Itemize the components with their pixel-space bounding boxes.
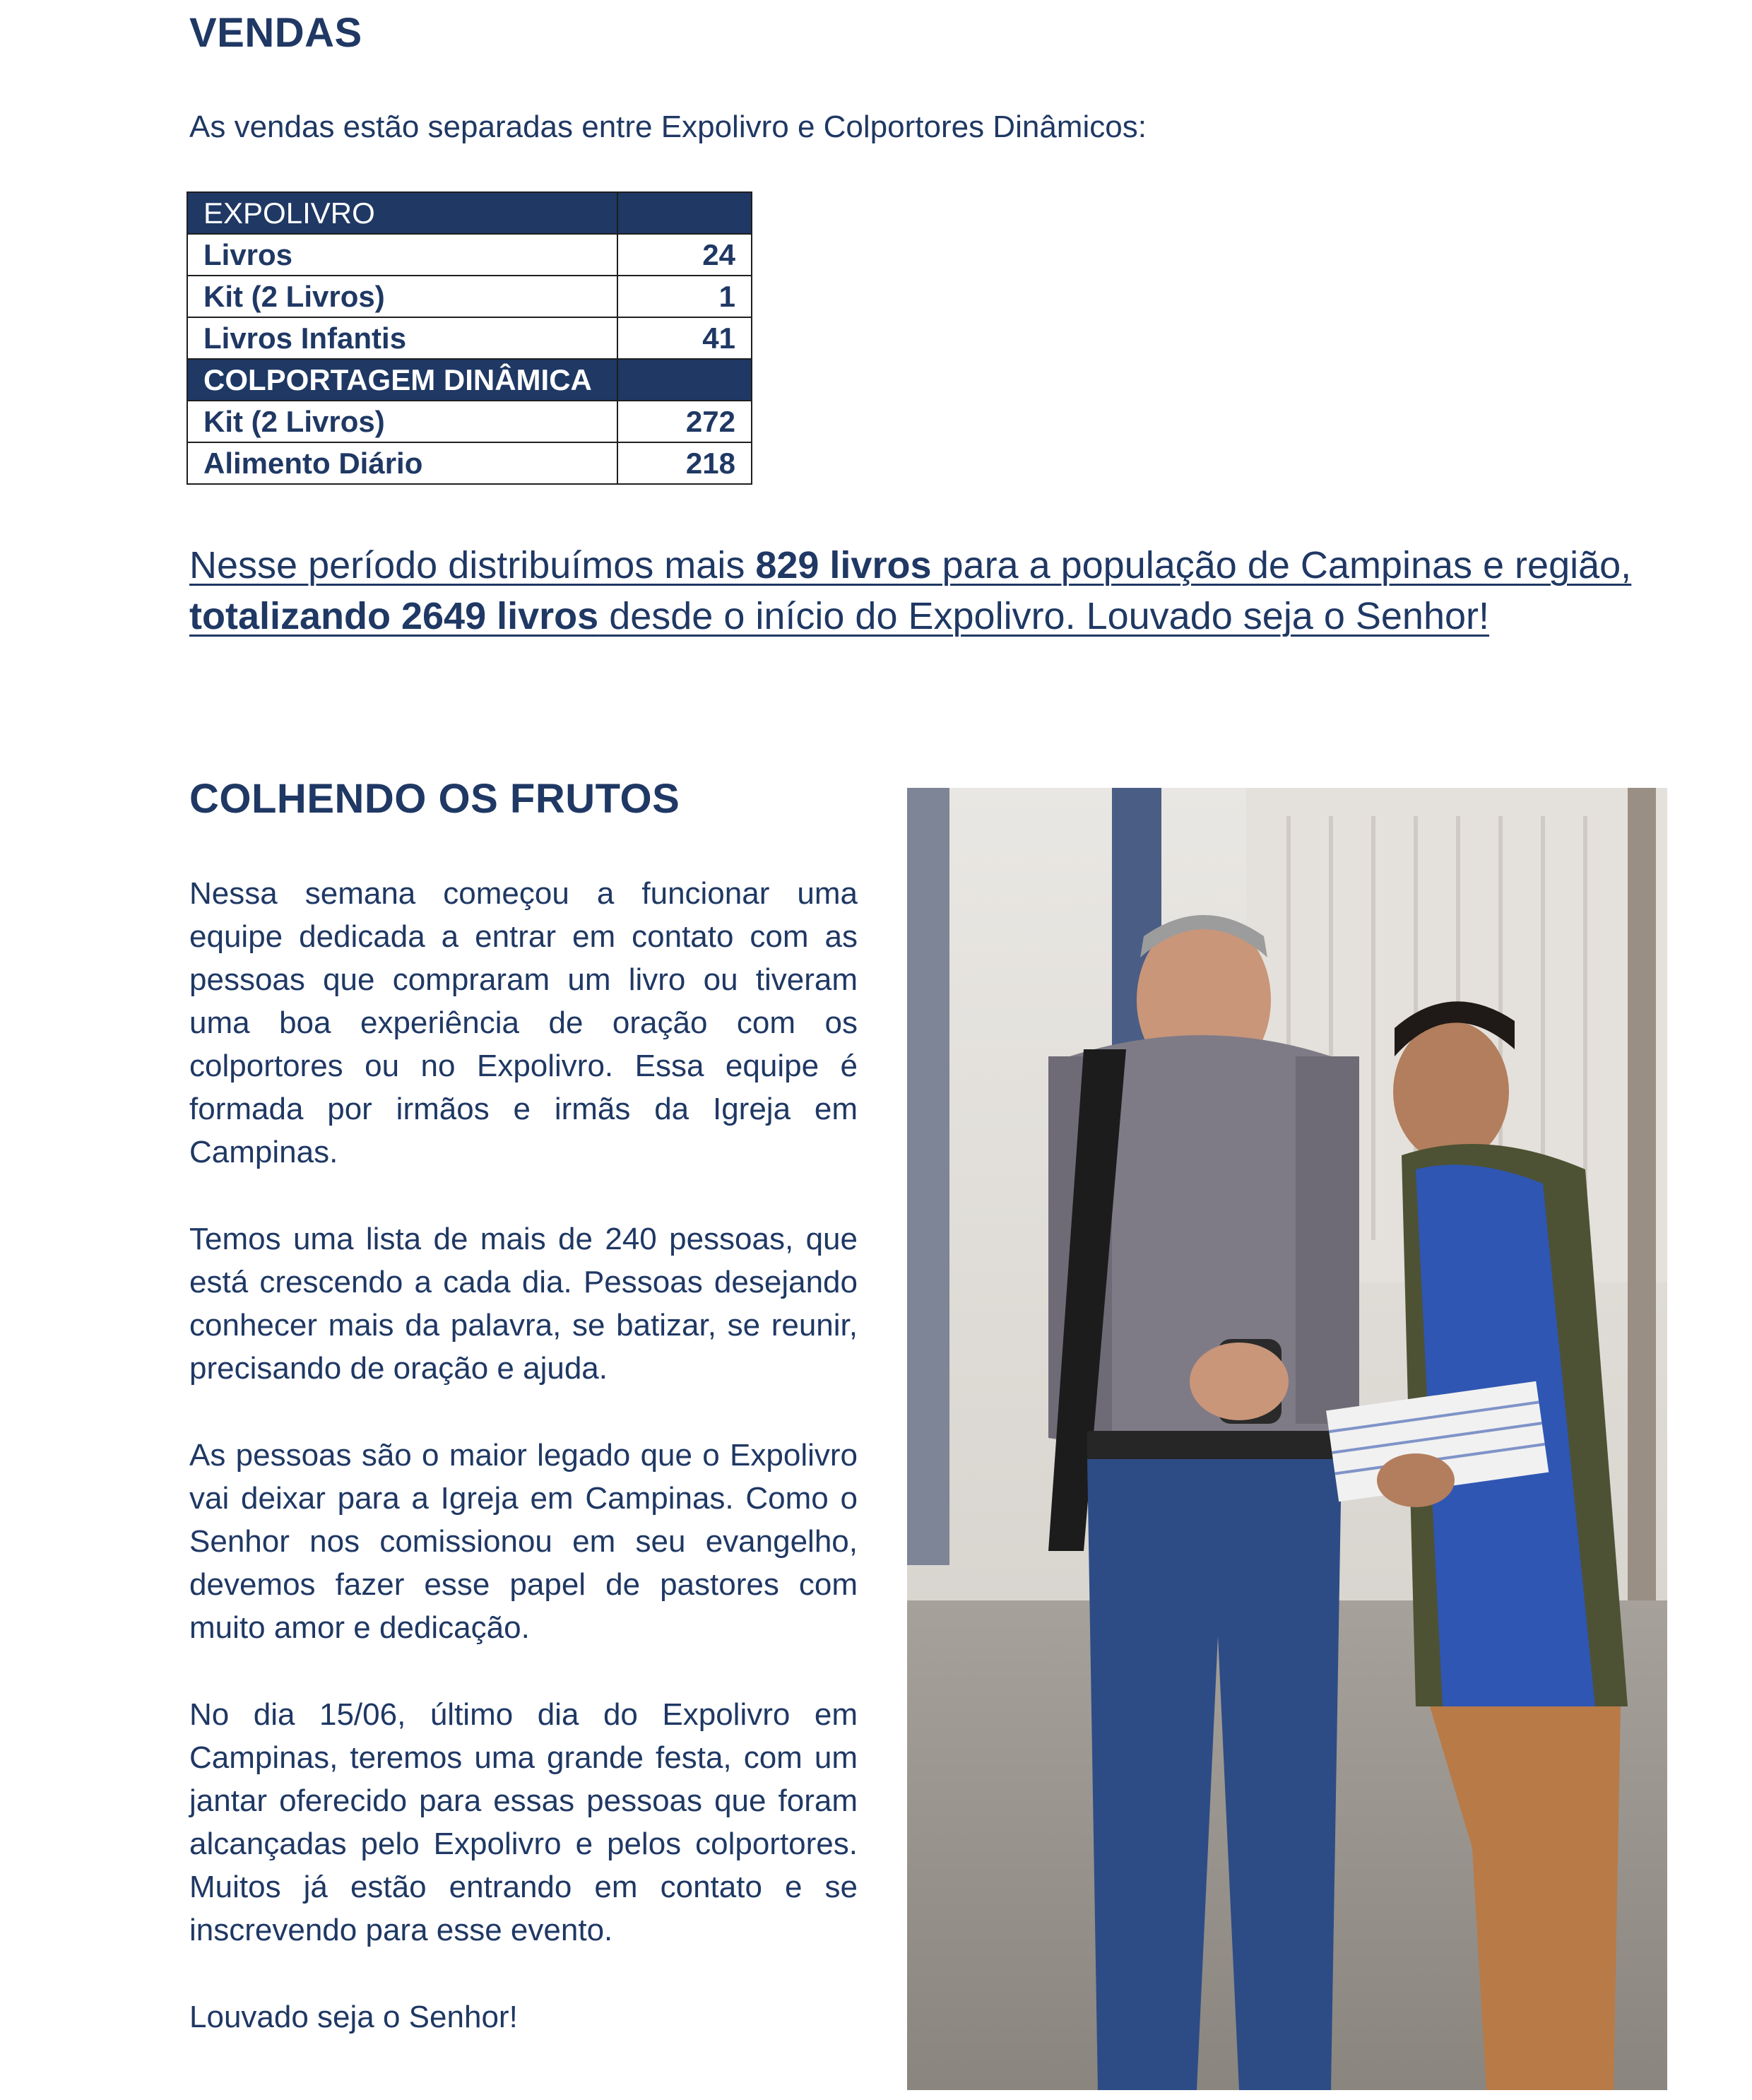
row-value: 41 <box>617 317 752 359</box>
row-value: 24 <box>617 234 752 276</box>
summary-part3: desde o início do Expolivro. Louvado seja o Senhor! <box>598 595 1490 637</box>
summary-text <box>189 544 1631 637</box>
photo-people-talking <box>907 788 1667 2090</box>
expolivro-header: EXPOLIVRO <box>187 192 617 234</box>
summary-bold2: totalizando 2649 livros <box>189 595 599 637</box>
row-label: Livros <box>187 234 617 276</box>
row-value: 272 <box>617 401 752 442</box>
vendas-summary <box>189 540 1638 642</box>
colhendo-title: COLHENDO OS FRUTOS <box>189 776 680 822</box>
summary-bold1: 829 livros <box>755 544 932 586</box>
vendas-title: VENDAS <box>189 10 362 56</box>
row-label: Alimento Diário <box>187 442 617 484</box>
paragraph: As pessoas são o maior legado que o Expolivro vai deixar para a Igreja em Campinas. Como o Senhor nos comissionou em seu evangelho, devemos fazer esse papel de pastores com muito amor e dedicação. <box>189 1438 858 1645</box>
header-empty-cell <box>617 359 752 401</box>
colhendo-body <box>189 872 858 2082</box>
summary-part1: Nesse período distribuímos mais <box>189 544 756 586</box>
paragraph: No dia 15/06, último dia do Expolivro em Campinas, teremos uma grande festa, com um jantar oferecido para essas pessoas que foram alcançadas pelo Expolivro e pelos colportores. Muitos já estão entrando em contato e se inscrevendo para esse evento. <box>189 1697 858 1947</box>
table-row <box>187 401 752 442</box>
sales-table <box>187 191 752 485</box>
expolivro-header-row <box>187 192 752 234</box>
paragraph: Temos uma lista de mais de 240 pessoas, que está crescendo a cada dia. Pessoas desejando conhecer mais da palavra, se batizar, se reunir, precisando de oração e ajuda. <box>189 1222 858 1386</box>
table-row <box>187 317 752 359</box>
table-row <box>187 442 752 484</box>
row-label: Kit (2 Livros) <box>187 276 617 317</box>
photo-illustration <box>907 788 1667 2090</box>
sales-table-container <box>187 191 752 485</box>
header-empty-cell <box>617 192 752 234</box>
row-label: Kit (2 Livros) <box>187 401 617 442</box>
table-row <box>187 276 752 317</box>
vendas-intro: As vendas estão separadas entre Expolivro e Colportores Dinâmicos: <box>189 110 1147 144</box>
paragraph: Nessa semana começou a funcionar uma equipe dedicada a entrar em contato com as pessoas que compraram um livro ou tiveram uma boa experiência de oração com os colportores ou no Expolivro. Essa equipe é formada por irmãos e irmãs da Igreja em Campinas. <box>189 876 858 1169</box>
paragraph: Louvado seja o Senhor! <box>189 2000 518 2034</box>
row-label: Livros Infantis <box>187 317 617 359</box>
row-value: 1 <box>617 276 752 317</box>
table-row <box>187 234 752 276</box>
colportagem-header: COLPORTAGEM DINÂMICA <box>187 359 617 401</box>
summary-part2: para a população de Campinas e região, <box>931 544 1632 586</box>
colportagem-header-row <box>187 359 752 401</box>
row-value: 218 <box>617 442 752 484</box>
